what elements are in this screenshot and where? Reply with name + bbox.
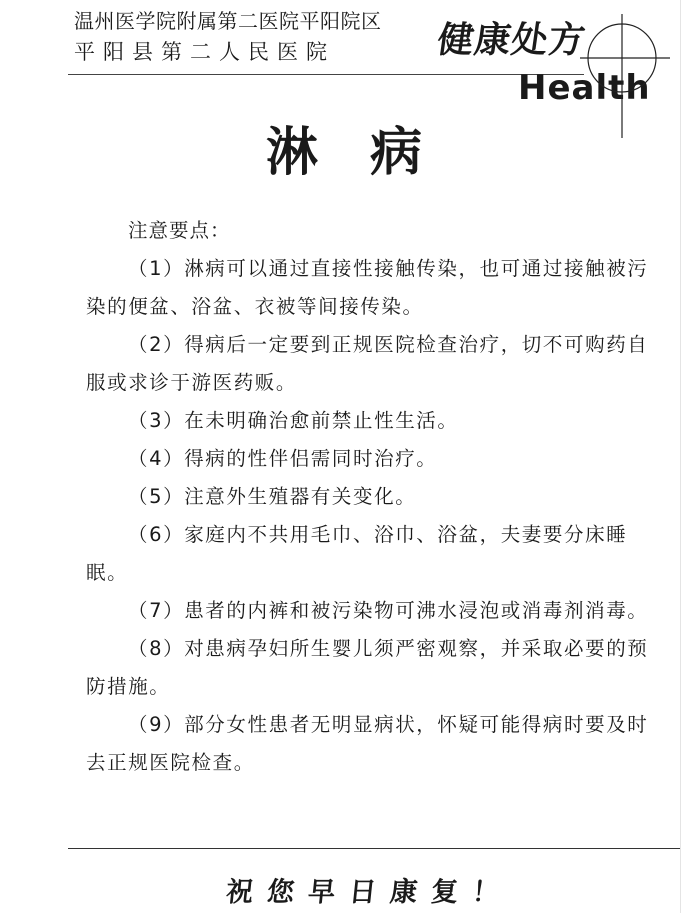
note-item-1: （1）淋病可以通过直接性接触传染，也可通过接触被污染的便盆、浴盆、衣被等间接传染。 bbox=[86, 257, 649, 318]
health-word: Health bbox=[518, 68, 651, 108]
note-item-7: （7）患者的内裤和被污染物可沸水浸泡或消毒剂消毒。 bbox=[128, 599, 649, 622]
note-item-6: （6）家庭内不共用毛巾、浴巾、浴盆，夫妻要分床睡眠。 bbox=[86, 523, 628, 584]
note-item-4: （4）得病的性伴侣需同时治疗。 bbox=[128, 447, 438, 470]
notes-section bbox=[86, 212, 656, 782]
note-item-3: （3）在未明确治愈前禁止性生活。 bbox=[128, 409, 459, 432]
header-divider bbox=[68, 74, 584, 75]
footer-divider bbox=[68, 848, 680, 849]
hospital-name-line-2: 平阳县第二人民医院 bbox=[74, 40, 335, 64]
note-item-8: （8）对患病孕妇所生婴儿须严密观察，并采取必要的预防措施。 bbox=[86, 637, 649, 698]
hospital-name-line-1: 温州医学院附属第二医院平阳院区 bbox=[74, 9, 382, 33]
health-prescription-title: 健康处方 bbox=[434, 19, 589, 61]
note-item-9: （9）部分女性患者无明显病状，怀疑可能得病时要及时去正规医院检查。 bbox=[86, 713, 649, 774]
page-title: 淋病 bbox=[265, 123, 474, 183]
note-item-5: （5）注意外生殖器有关变化。 bbox=[128, 485, 417, 508]
note-item-2: （2）得病后一定要到正规医院检查治疗，切不可购药自服或求诊于游医药贩。 bbox=[86, 333, 649, 394]
notes-heading: 注意要点： bbox=[128, 219, 231, 242]
footer-wish: 祝您早日康复！ bbox=[224, 877, 515, 908]
